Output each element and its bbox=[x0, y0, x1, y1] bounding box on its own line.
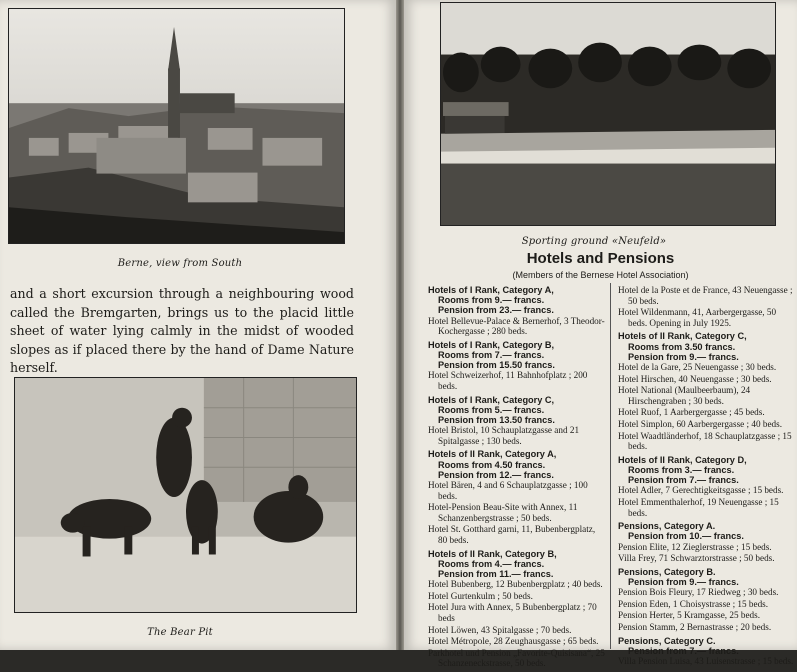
berne-view-caption: Berne, view from South bbox=[117, 258, 243, 269]
hotel-entry: Hotel de la Poste et de France, 43 Neuengasse ; 50 beds. bbox=[618, 285, 793, 306]
category-heading: Hotels of I Rank, Category C, bbox=[428, 394, 555, 405]
hotels-column-right bbox=[618, 285, 794, 670]
price-line: Pension from 13.50 francs. bbox=[438, 415, 555, 425]
price-line: Pension from 7.— francs. bbox=[628, 645, 739, 656]
hotel-entry: Hotel Schweizerhof, 11 Bahnhofplatz ; 200 beds. bbox=[428, 370, 588, 391]
category-block bbox=[428, 549, 606, 669]
category-heading: Hotels of II Rank, Category B, bbox=[428, 548, 557, 559]
hotel-entry: Villa Frey, 71 Schwarztorstrasse ; 50 beds. bbox=[618, 553, 775, 564]
hotel-entry: Hotel National (Maulbeerbaum), 24 Hirschengraben ; 30 beds. bbox=[618, 385, 751, 406]
hotel-entry: Pension Eden, 1 Choisystrasse ; 15 beds. bbox=[618, 598, 769, 609]
category-block bbox=[428, 395, 606, 447]
hotel-entry: Hotel Wildenmann, 41, Aarbergergasse, 50 beds. Opening in July 1925. bbox=[618, 307, 777, 328]
hotel-entry: Hotel Simplon, 60 Aarbergergasse ; 40 beds. bbox=[618, 418, 782, 429]
hotel-entry: Villa Pension Luisa, 43 Luisenstrasse ; 15 beds. bbox=[618, 655, 794, 666]
sporting-ground-caption: Sporting ground «Neufeld» bbox=[521, 236, 667, 247]
price-line: Pension from 15.50 francs. bbox=[438, 360, 555, 371]
price-line: Pension from 9.— francs. bbox=[628, 576, 739, 587]
price-line: Pension from 12.— francs. bbox=[438, 469, 554, 480]
hotel-entry: Parkhotel und Pension „Favorite-Quisisana“, 25 Schanzeneckstrasse, 50 beds. bbox=[428, 647, 605, 669]
hotel-entry: Pension Elite, 12 Zieglerstrasse ; 15 beds. bbox=[618, 541, 772, 552]
price-line: Rooms from 9.— francs. bbox=[438, 295, 545, 306]
category-heading: Pensions, Category B. bbox=[618, 566, 716, 577]
price-line: Rooms from 7.— francs. bbox=[438, 350, 545, 360]
hotel-entry: Hotel Ruof, 1 Aarbergergasse ; 45 beds. bbox=[618, 407, 765, 418]
category-heading: Hotels of II Rank, Category A, bbox=[428, 449, 557, 460]
category-block bbox=[618, 567, 794, 633]
category-block bbox=[618, 455, 794, 518]
berne-view-photo bbox=[8, 8, 345, 244]
hotel-entry: Hotel Bristol, 10 Schauplatzgasse and 21 Spitalgasse ; 130 beds. bbox=[428, 425, 580, 446]
price-line: Pension from 11.— francs. bbox=[438, 568, 554, 579]
hotel-entry: Pension Stamm, 2 Bernastrasse ; 20 beds. bbox=[618, 621, 772, 632]
category-block bbox=[428, 449, 606, 545]
hotel-entry: Hotel Adler, 7 Gerechtigkeitsgasse ; 15 beds. bbox=[618, 485, 784, 496]
excursion-paragraph: and a short excursion through a neighbouring wood called the Bremgarten, brings us to the placid little sheet of water lying calmly in the midst of wooded slopes as if placed there by the hand of Dame Nature herself. bbox=[10, 286, 354, 376]
hotel-entry: Hotel Bubenberg, 12 Bubenbergplatz ; 40 beds. bbox=[428, 579, 603, 590]
hotel-entry: Hotel Jura with Annex, 5 Bubenbergplatz ; 70 beds bbox=[428, 602, 597, 623]
category-heading: Hotels of I Rank, Category B, bbox=[428, 339, 555, 350]
hotel-entry: Hotel Emmenthalerhof, 19 Neuengasse ; 15 beds. bbox=[618, 496, 779, 518]
book-gutter bbox=[396, 0, 404, 650]
sporting-ground-photo bbox=[440, 2, 776, 226]
bear-pit-photo bbox=[14, 377, 357, 613]
hotels-title: Hotels and Pensions bbox=[526, 250, 675, 267]
price-line: Pension from 7.— francs. bbox=[628, 475, 739, 486]
hotel-entry: Pension Bois Fleury, 17 Riedweg ; 30 beds. bbox=[618, 587, 779, 598]
price-line: Pension from 9.— francs. bbox=[628, 351, 739, 362]
category-heading: Hotels of I Rank, Category A, bbox=[428, 285, 554, 295]
hotel-entry: Hotel Löwen, 43 Spitalgasse ; 70 beds. bbox=[428, 624, 572, 635]
hotel-entry: Hotel Gurtenkulm ; 50 beds. bbox=[428, 590, 533, 601]
price-line: Rooms from 5.— francs. bbox=[438, 404, 545, 415]
hotel-entry: Hotel Hirschen, 40 Neuengasse ; 30 beds. bbox=[618, 373, 772, 384]
hotel-entry: Hotel Waadtländerhof, 18 Schauplatzgasse ; 15 beds. bbox=[618, 430, 792, 452]
category-block bbox=[428, 285, 606, 337]
left-page bbox=[0, 0, 396, 650]
category-heading: Pensions, Category C. bbox=[618, 635, 716, 646]
category-heading: Hotels of II Rank, Category C, bbox=[618, 331, 747, 342]
price-line: Pension from 10.— francs. bbox=[628, 531, 744, 542]
hotel-entry: Hotel-Pension Beau-Site with Annex, 11 Schanzenbergstrasse ; 50 beds. bbox=[428, 502, 578, 523]
category-block bbox=[618, 636, 794, 667]
category-block bbox=[428, 340, 606, 392]
category-block bbox=[618, 285, 794, 328]
category-heading: Hotels of II Rank, Category D, bbox=[618, 454, 747, 465]
category-block bbox=[618, 331, 794, 451]
category-heading: Pensions, Category A. bbox=[618, 521, 716, 532]
column-divider bbox=[610, 283, 611, 649]
hotel-entry: Pension Herter, 5 Kramgasse, 25 beds. bbox=[618, 610, 761, 621]
hotel-entry: Hotel St. Gotthard garni, 11, Bubenbergplatz, 80 beds. bbox=[428, 524, 596, 545]
hotels-column-left bbox=[428, 285, 606, 672]
hotel-entry: Hotel Bellevue-Palace & Bernerhof, 3 Theodor-Kochergasse ; 280 beds. bbox=[428, 315, 605, 337]
price-line: Rooms from 3.50 francs. bbox=[628, 341, 736, 352]
hotel-entry: Hotel de la Gare, 25 Neuengasse ; 30 beds. bbox=[618, 361, 777, 372]
bear-pit-caption: The Bear Pit bbox=[147, 627, 213, 638]
right-page bbox=[404, 0, 797, 669]
hotel-entry: Hotel Bären, 4 and 6 Schauplatzgasse ; 100 beds. bbox=[428, 480, 588, 501]
price-line: Pension from 23.— francs. bbox=[438, 305, 554, 316]
price-line: Rooms from 3.— francs. bbox=[628, 464, 735, 475]
hotel-entry: Hotel Métropole, 28 Zeughausgasse ; 65 beds. bbox=[428, 636, 599, 647]
price-line: Rooms from 4.— francs. bbox=[438, 558, 545, 569]
price-line: Rooms from 4.50 francs. bbox=[438, 459, 546, 470]
hotels-subtitle: (Members of the Bernese Hotel Association) bbox=[512, 270, 689, 280]
category-block bbox=[618, 521, 794, 564]
